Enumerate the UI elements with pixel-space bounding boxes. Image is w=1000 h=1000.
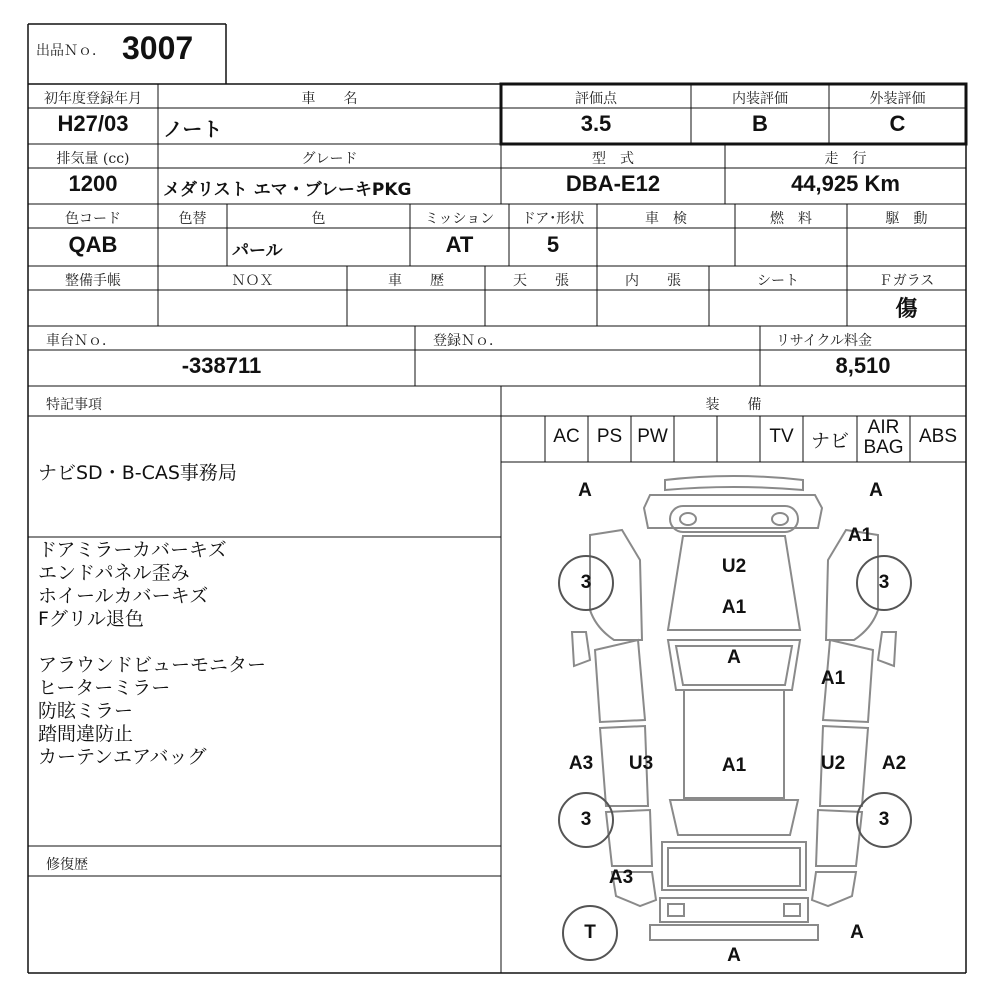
mark-left-rear-door: U3 <box>628 753 654 774</box>
interior-grade-label: 内装評価 <box>732 91 788 107</box>
maintenance-label: 整備手帳 <box>65 273 121 289</box>
mileage-label: 走 行 <box>824 151 867 167</box>
mission-label: ミッション <box>424 211 495 227</box>
notes-top-text: ナビSD・B-CAS事務局 <box>38 462 237 484</box>
grade-label: グレード <box>301 151 358 167</box>
registration-label: 初年度登録年月 <box>44 91 142 107</box>
door-label: ドア･形状 <box>521 211 585 227</box>
inspection-label: 車 検 <box>645 211 687 227</box>
registration-value: H27/03 <box>57 111 129 136</box>
note-line: ホイールカバーキズ <box>38 585 209 607</box>
car-damage-diagram <box>501 462 966 973</box>
displacement-value: 1200 <box>68 171 118 196</box>
color-code-label: 色コード <box>65 211 121 227</box>
car-name-label: 車 名 <box>301 91 358 107</box>
mark-left-side: A3 <box>568 753 594 774</box>
note-line: ヒーターミラー <box>38 677 171 699</box>
mark-wheel-rear-left: 3 <box>580 809 592 830</box>
model-label: 型 式 <box>592 151 634 167</box>
note-line: ドアミラーカバーキズ <box>38 539 227 561</box>
note-line: 踏間違防止 <box>38 723 134 745</box>
equipment-item-airbag: AIR BAG <box>863 417 904 458</box>
note-line: カーテンエアバッグ <box>38 746 207 768</box>
listing-number: 3007 <box>122 30 194 66</box>
note-line-blank <box>38 631 266 654</box>
color-value: パール <box>232 241 283 261</box>
exterior-grade-label: 外装評価 <box>869 91 926 107</box>
mark-wheel-front-right: 3 <box>878 572 890 593</box>
repair-history-label: 修復歴 <box>46 857 88 873</box>
mark-hood-upper: U2 <box>721 556 747 577</box>
color-label: 色 <box>311 211 326 227</box>
mark-roof: A1 <box>721 755 747 776</box>
equipment-label: 装 備 <box>705 397 762 413</box>
registration-no-label: 登録Ｎｏ． <box>433 333 503 349</box>
mark-wheel-front-left: 3 <box>580 572 592 593</box>
note-line: Fグリル退色 <box>38 608 144 630</box>
seat-label: シート <box>757 273 799 289</box>
mark-hood-lower: A1 <box>721 597 747 618</box>
nox-label: ＮＯＸ <box>231 273 274 289</box>
notes-label: 特記事項 <box>46 397 102 413</box>
exterior-grade-value: C <box>889 111 906 136</box>
interior-trim-label: 内 張 <box>625 273 681 289</box>
mark-left-rear-quarter: A3 <box>608 867 634 888</box>
listing-label: 出品Ｎｏ． <box>36 43 106 59</box>
fuel-label: 燃 料 <box>770 211 812 227</box>
color-change-label: 色替 <box>178 211 207 227</box>
mission-value: AT <box>445 232 474 257</box>
notes-list <box>38 539 266 769</box>
roof-label: 天 張 <box>513 273 569 289</box>
equipment-item-abs: ABS <box>918 426 958 447</box>
front-glass-label: Ｆガラス <box>878 273 935 289</box>
recycle-fee-label: リサイクル料金 <box>776 333 873 349</box>
car-name-value: ノート <box>163 117 223 141</box>
mark-rear-right-corner: A <box>850 922 864 943</box>
note-line: エンドパネル歪み <box>38 562 190 584</box>
door-value: 5 <box>546 232 560 257</box>
mark-windshield: A <box>727 647 741 668</box>
equipment-item-ac: AC <box>553 426 580 447</box>
note-line: アラウンドビューモニター <box>38 654 267 676</box>
mark-right-rear-door: U2 <box>820 753 846 774</box>
equipment-item-navi: ナビ <box>810 431 849 452</box>
mark-right-side: A2 <box>881 753 907 774</box>
interior-grade-value: B <box>752 111 768 136</box>
history-label: 車 歴 <box>388 273 444 289</box>
model-value: DBA-E12 <box>565 171 661 196</box>
mark-right-front-door: A1 <box>820 668 846 689</box>
color-code-value: QAB <box>68 232 118 257</box>
chassis-label: 車台Ｎｏ． <box>46 333 116 349</box>
note-line: 防眩ミラー <box>38 700 134 722</box>
score-value: 3.5 <box>580 111 612 136</box>
drive-label: 駆 動 <box>885 211 928 227</box>
displacement-label: 排気量 (cc) <box>56 151 130 167</box>
mark-wheel-rear-right: 3 <box>878 809 890 830</box>
mark-rear-bumper: A <box>727 945 741 966</box>
score-label: 評価点 <box>575 91 617 107</box>
front-glass-value: 傷 <box>895 296 918 322</box>
mark-spare-tire: T <box>584 922 596 943</box>
grade-value: メダリスト エマ・ブレーキPKG <box>163 180 412 200</box>
mark-front-right-corner: A <box>869 480 883 501</box>
mark-front-right-fender: A1 <box>847 525 873 546</box>
equipment-item-ps: PS <box>596 426 623 447</box>
mark-front-left-corner: A <box>578 480 592 501</box>
mileage-value: 44,925 Km <box>791 171 900 196</box>
equipment-item-pw: PW <box>637 426 668 447</box>
recycle-fee-value: 8,510 <box>835 353 891 378</box>
chassis-value: -338711 <box>181 353 262 378</box>
equipment-item-tv: TV <box>769 426 794 447</box>
